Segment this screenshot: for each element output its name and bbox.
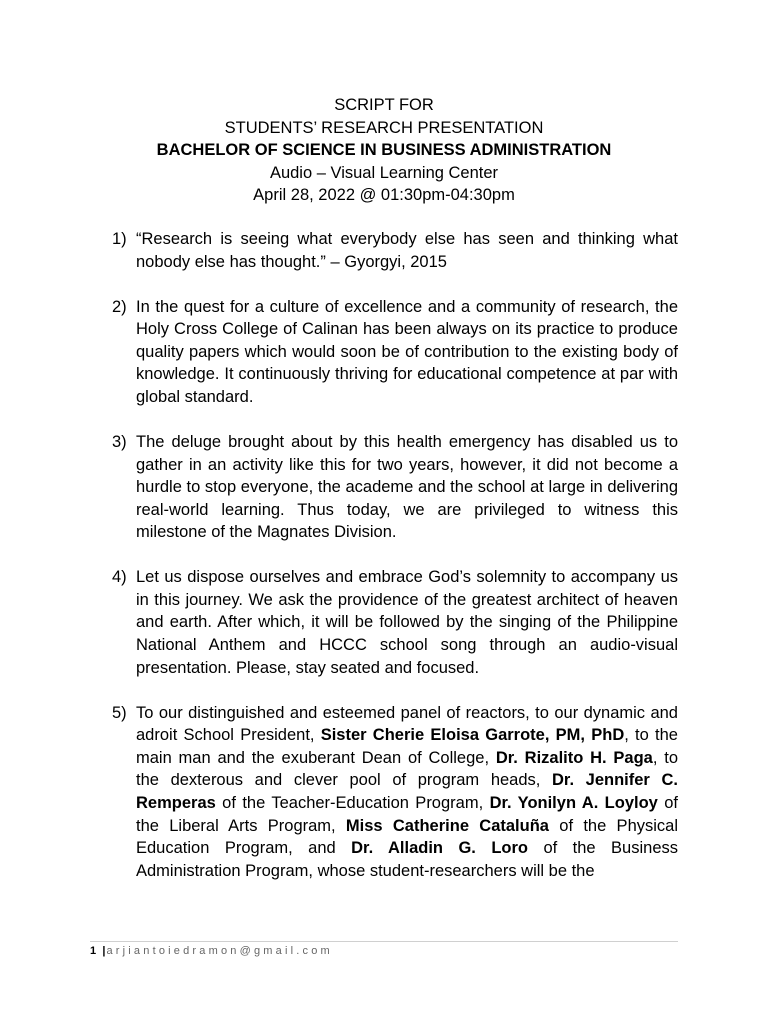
list-item — [112, 296, 678, 409]
text-run: of the Liberal Arts Program, — [136, 794, 679, 835]
footer-separator: | — [102, 945, 106, 957]
text-run: , to the dexterous and clever pool of program heads, — [136, 748, 679, 790]
item-number: 4) — [112, 568, 127, 587]
person-name: Dr. Alladin G. Loro — [351, 839, 528, 858]
program-title: BACHELOR OF SCIENCE IN BUSINESS ADMINISTRATION — [156, 141, 612, 159]
item-text — [136, 704, 678, 880]
list-item — [112, 566, 678, 679]
text-run: To our distinguished and esteemed panel of reactors, to our dynamic and adroit School President, — [136, 703, 678, 745]
item-text: “Research is seeing what everybody else has seen and thinking what nobody else has thought.” – Gyorgyi, 2015 — [136, 230, 678, 271]
text-run: of the Physical Education Program, and — [136, 816, 679, 858]
item-number: 2) — [112, 297, 127, 316]
person-name: Dr. Yonilyn A. Loyloy — [489, 794, 658, 813]
list-item — [112, 702, 678, 883]
person-name: Dr. Jennifer C. Remperas — [136, 771, 678, 813]
item-text: In the quest for a culture of excellence and a community of research, the Holy Cross College of Calinan has been always on its practice to produce quality papers which would soon be of contribution to the existing body of knowledge. It continuously thriving for educational competence at par with global standard. — [136, 297, 678, 406]
script-label: SCRIPT FOR — [334, 96, 434, 114]
person-name: Sister Cherie Eloisa Garrote, PM, PhD — [320, 726, 625, 745]
venue: Audio – Visual Learning Center — [269, 163, 499, 182]
item-number: 3) — [112, 432, 127, 451]
list-item — [112, 431, 678, 544]
page-footer — [90, 944, 333, 958]
item-text: Let us dispose ourselves and embrace God’s solemnity to accompany us in this journey. We ask the providence of the greatest architect of heaven and earth. After which, it will be followed by the singing of the Philippine National Anthem and HCCC school song through an audio-visual presentation. Please, stay seated and focused. — [136, 568, 678, 677]
text-run: of the Business Administration Program, whose student-researchers will be the — [136, 839, 678, 880]
footer-divider — [90, 941, 678, 942]
text-run: , to the main man and the exuberant Dean of College, — [136, 726, 678, 767]
text-run: of the Teacher-Education Program, — [215, 794, 490, 813]
list-item — [112, 228, 678, 273]
item-number: 5) — [112, 703, 127, 722]
document-header — [90, 94, 678, 207]
person-name: Dr. Rizalito H. Paga — [495, 748, 653, 767]
event-title: STUDENTS’ RESEARCH PRESENTATION — [224, 118, 544, 137]
script-items — [112, 228, 678, 905]
item-number: 1) — [112, 230, 127, 248]
event-date: April 28, 2022 @ 01:30pm-04:30pm — [253, 186, 515, 204]
item-text: The deluge brought about by this health emergency has disabled us to gather in an activity like this for two years, however, it did not become a hurdle to stop everyone, the academe and the school at large in delivering real-world learning. Thus today, we are privileged to witness this milestone of the Magnates Division. — [136, 432, 678, 542]
page-number: 1 — [90, 945, 97, 957]
footer-email: arjiantoiedramon@gmail.com — [106, 945, 333, 957]
person-name: Miss Catherine Cataluña — [345, 816, 549, 835]
